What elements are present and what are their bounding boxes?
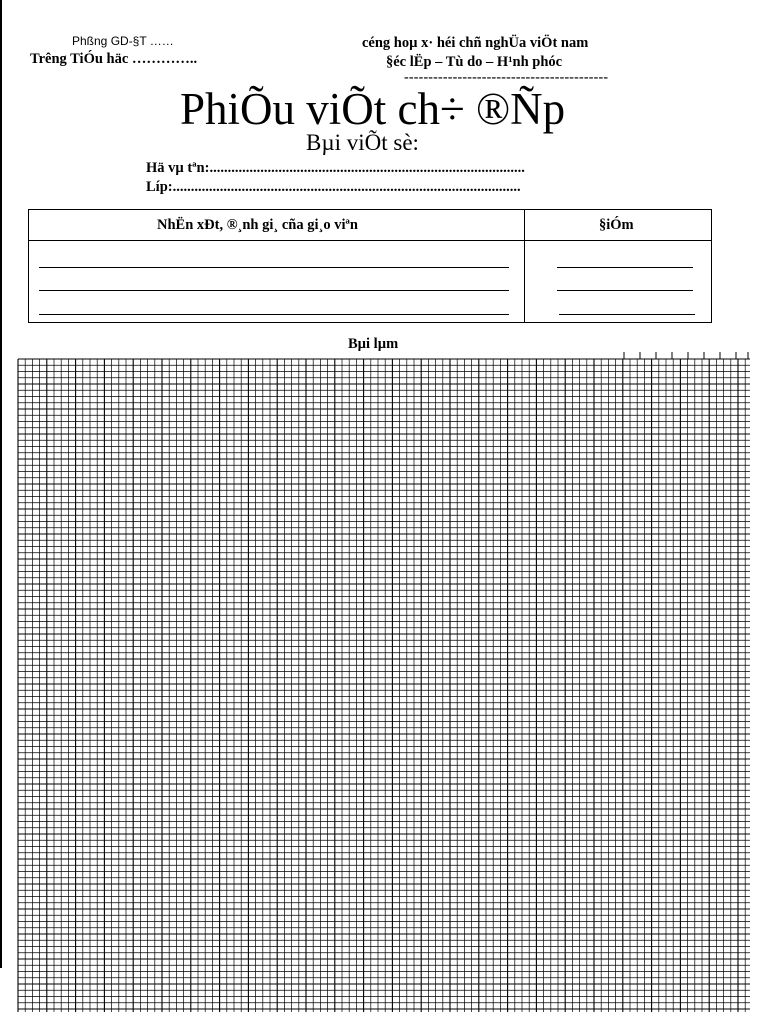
- national-title: céng hoµ x· héi chñ nghÜa viÖt nam: [362, 35, 589, 51]
- motto-underline: ------------------------------------------: [404, 70, 609, 85]
- essay-label: Bµi lµm: [348, 336, 399, 352]
- student-name-field[interactable]: Hä vµ tªn:.......................................................................................: [146, 160, 525, 176]
- national-motto: §éc lËp – Tù do – H¹nh phóc: [386, 54, 563, 70]
- student-class-field[interactable]: Líp:................................................................................................: [146, 179, 521, 195]
- page-title: PhiÕu viÕt ch÷ ®Ñp: [180, 84, 566, 134]
- page-subtitle: Bµi viÕt sè:: [306, 130, 419, 155]
- comments-header: NhËn xÐt, ®¸nh gi¸ cña gi¸o viªn: [157, 217, 358, 233]
- school-label: Trêng TiÓu häc …………..: [30, 51, 198, 67]
- department-label: Phßng GD-§T ……: [72, 34, 174, 48]
- score-header: §iÓm: [599, 217, 634, 233]
